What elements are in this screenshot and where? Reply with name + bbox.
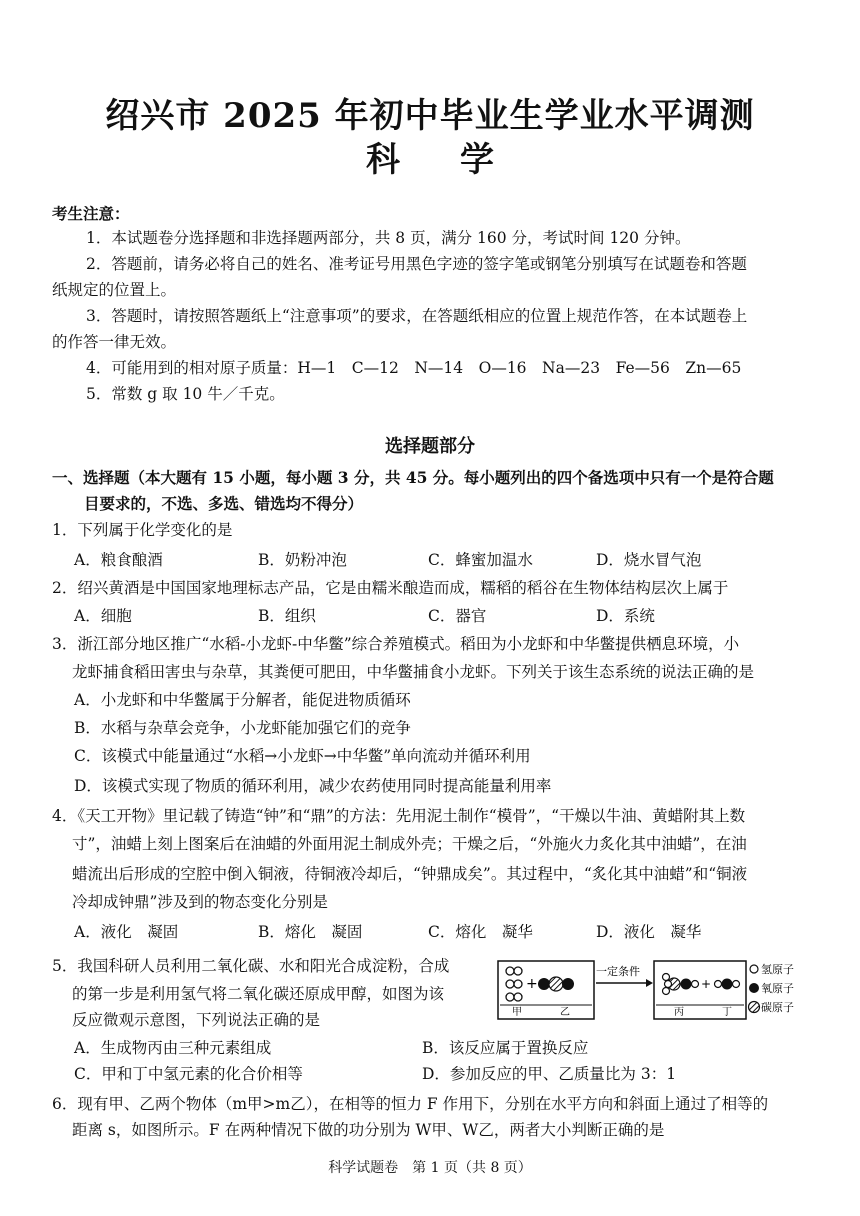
legend-oxygen: 氧原子: [761, 982, 794, 995]
label-jia: 甲: [512, 1007, 522, 1018]
q2-option-a: A．细胞: [74, 607, 132, 625]
notice-item-4: 4．可能用到的相对原子质量：H—1 C—12 N—14 O—16 Na—23 Fe—56 Zn—65: [86, 359, 742, 377]
q4-stem-2: 寸”，油蜡上刻上图案后在油蜡的外面用泥土制成外壳；干燥之后，“外施火力炙化其中油蜡”，在油: [72, 835, 747, 853]
section-title: 选择题部分: [385, 436, 475, 457]
label-yi: 乙: [560, 1007, 570, 1018]
co2-molecule: [538, 977, 574, 991]
q4-stem-3: 蜡流出后形成的空腔中倒入铜液，待铜液冷却后，“钟鼎成矣”。其过程中，“炙化其中油蜡”和“铜液: [72, 865, 748, 883]
q4-option-b: B．熔化 凝固: [258, 923, 363, 941]
reaction-condition: 一定条件: [596, 965, 640, 978]
q5-stem-1: 5．我国科研人员利用二氧化碳、水和阳光合成淀粉，合成: [52, 957, 450, 975]
q2-option-b: B．组织: [258, 607, 316, 625]
legend-hydrogen: 氢原子: [761, 963, 794, 976]
svg-text:+: +: [701, 977, 712, 991]
q5-stem-2: 的第一步是利用氢气将二氧化碳还原成甲醇，如图为该: [72, 985, 445, 1003]
q1-option-b: B．奶粉冲泡: [258, 551, 347, 569]
q1-option-c: C．蜂蜜加温水: [428, 551, 533, 569]
q4-option-c: C．熔化 凝华: [428, 923, 533, 941]
atom-legend: [749, 962, 795, 1014]
q6-stem-1: 6．现有甲、乙两个物体（m甲>m乙），在相等的恒力 F 作用下，分别在水平方向和斜面上通过了相等的: [52, 1095, 769, 1113]
label-bing: 丙: [674, 1007, 684, 1018]
q5-stem-3: 反应微观示意图，下列说法正确的是: [72, 1011, 321, 1029]
notice-item-3: 3．答题时，请按照答题纸上“注意事项”的要求，在答题纸相应的位置上规范作答，在本试题卷上: [86, 307, 748, 325]
q2-option-c: C．器官: [428, 607, 487, 625]
q3-option-c: C．该模式中能量通过“水稻→小龙虾→中华鳖”单向流动并循环利用: [74, 747, 531, 765]
reaction-diagram: [496, 957, 806, 1025]
page-footer: 科学试题卷 第 1 页（共 8 页）: [328, 1160, 532, 1176]
notice-item-2-cont: 纸规定的位置上。: [52, 281, 177, 299]
section-instructions-1: 一、选择题（本大题有 15 小题，每小题 3 分，共 45 分。每小题列出的四个备选项中只有一个是符合题: [52, 468, 774, 487]
notice-item-3-cont: 的作答一律无效。: [52, 333, 177, 351]
q3-option-b: B．水稻与杂草会竞争，小龙虾能加强它们的竞争: [74, 719, 411, 737]
notice-heading: 考生注意：: [52, 204, 130, 223]
hydrogen-molecules: [506, 967, 522, 1001]
q6-stem-2: 距离 s，如图所示。F 在两种情况下做的功分别为 W甲、W乙，两者大小判断正确的是: [72, 1121, 665, 1139]
q5-option-b: B．该反应属于置换反应: [422, 1039, 589, 1057]
q4-stem-1: 4．《天工开物》里记载了铸造“钟”和“鼎”的方法：先用泥土制作“模骨”，“干燥以牛油、黄蜡附其上数: [52, 807, 746, 825]
methanol-molecule: [663, 974, 699, 995]
q3-stem-2: 龙虾捕食稻田害虫与杂草，其粪便可肥田，中华鳖捕食小龙虾。下列关于该生态系统的说法正确的是: [72, 663, 755, 681]
q2-option-d: D．系统: [596, 607, 655, 625]
section-instructions-2: 目要求的，不选、多选、错选均不得分）: [84, 494, 364, 513]
legend-carbon: 碳原子: [761, 1001, 794, 1014]
notice-item-5: 5．常数 g 取 10 牛／千克。: [86, 385, 285, 403]
q4-option-a: A．液化 凝固: [74, 923, 179, 941]
q3-option-d: D．该模式实现了物质的循环利用，减少农药使用同时提高能量利用率: [74, 777, 552, 795]
q1-option-a: A．粮食酿酒: [74, 551, 163, 569]
notice-item-1: 1．本试题卷分选择题和非选择题两部分，共 8 页，满分 160 分，考试时间 120 分钟。: [86, 229, 691, 247]
q1-stem: 1．下列属于化学变化的是: [52, 521, 233, 539]
q5-option-c: C．甲和丁中氢元素的化合价相等: [74, 1065, 303, 1083]
water-molecule: [715, 979, 740, 990]
q2-stem: 2．绍兴黄酒是中国国家地理标志产品，它是由糯米酿造而成，糯稻的稻谷在生物体结构层次上属于: [52, 579, 729, 597]
q5-option-d: D．参加反应的甲、乙质量比为 3：1: [422, 1065, 677, 1083]
q1-option-d: D．烧水冒气泡: [596, 551, 702, 569]
q4-option-d: D．液化 凝华: [596, 923, 702, 941]
exam-title: 绍兴市 2025 年初中毕业生学业水平调测: [105, 96, 755, 136]
notice-item-2: 2．答题前，请务必将自己的姓名、准考证号用黑色字迹的签字笔或钢笔分别填写在试题卷和答题: [86, 255, 747, 273]
exam-subject: 科学: [366, 140, 554, 180]
label-ding: 丁: [722, 1007, 732, 1018]
svg-text:+: +: [526, 976, 538, 992]
q3-option-a: A．小龙虾和中华鳖属于分解者，能促进物质循环: [74, 691, 411, 709]
q5-option-a: A．生成物丙由三种元素组成: [74, 1039, 272, 1057]
q3-stem-1: 3．浙江部分地区推广“水稻-小龙虾-中华鳖”综合养殖模式。稻田为小龙虾和中华鳖提供栖息环境，小: [52, 635, 740, 653]
q4-stem-4: 冷却成钟鼎”涉及到的物态变化分别是: [72, 893, 328, 911]
